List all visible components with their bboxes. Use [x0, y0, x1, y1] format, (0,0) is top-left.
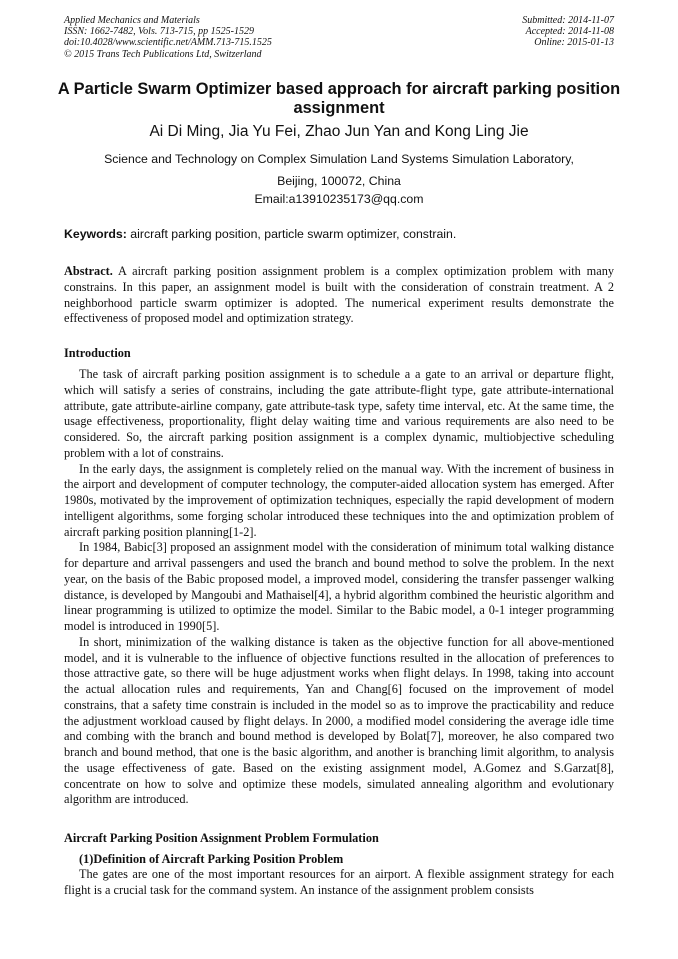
- introduction-body: [64, 367, 614, 808]
- accepted-date: Accepted: 2014-11-08: [525, 26, 614, 38]
- dates-info: [522, 15, 614, 49]
- abstract: [64, 264, 614, 327]
- definition-body: [64, 867, 614, 899]
- keywords-label: Keywords:: [64, 227, 127, 241]
- abstract-label: Abstract.: [64, 264, 113, 278]
- copyright-line: © 2015 Trans Tech Publications Ltd, Switzerland: [64, 48, 262, 60]
- affiliation: [40, 148, 638, 192]
- journal-name: Applied Mechanics and Materials: [64, 15, 200, 26]
- issn-line: ISSN: 1662-7482, Vols. 713-715, pp 1525-1529: [64, 26, 254, 38]
- intro-paragraph: In the early days, the assignment is completely relied on the manual way. With the increment of business in the airport and development of computer technology, the computer-aided allocation system has emerged. After 1980s, motivated by the improvement of optimization techniques, especially the rapid development of modern intelligent algorithms, some forging scholar introduced these techniques into the and optimization problem of aircraft parking position planning[1-2].: [64, 461, 614, 539]
- online-date: Online: 2015-01-13: [534, 37, 614, 49]
- affiliation-line-1: Science and Technology on Complex Simulation Land Systems Simulation Laboratory,: [104, 152, 574, 166]
- intro-paragraph: In short, minimization of the walking distance is taken as the objective function for all above-mentioned model, and it is vulnerable to the influence of objective functions resulted in the allocation of preferences to those attractive gate, so there will be huge adjustment works when flight delays. In 1998, taking into account the actual allocation rules and requirements, Yan and Chang[6] focused on the improvement of model constrains, that a safety time constrain is included in the model so as to improve the practicability and reduce the adjustment workload caused by flight delays. In 2000, a modified model considering the average idle time and combing with the branch and bound method is developed by Bolat[7], moreover, he also compared two branch and bound method, that one is the basic algorithm, and another is branching limit algorithm, to analysis the usage effectiveness of gate. Based on the existing assignment model, A.Gomez and S.Garzat[8], concentrate on how to solve and optimize these models, simulated annealing algorithm and evolutionary algorithm are introduced.: [64, 634, 614, 807]
- keywords-text: aircraft parking position, particle swarm optimizer, constrain.: [126, 227, 457, 241]
- doi-line: doi:10.4028/www.scientific.net/AMM.713-715.1525: [64, 37, 272, 49]
- email-address: Email:a13910235173@qq.com: [254, 192, 424, 206]
- author-list: Ai Di Ming, Jia Yu Fei, Zhao Jun Yan and Kong Ling Jie: [149, 123, 529, 140]
- section-heading-introduction: Introduction: [64, 346, 131, 360]
- section-heading-formulation: Aircraft Parking Position Assignment Problem Formulation: [64, 831, 379, 845]
- subsection-heading-definition: (1)Definition of Aircraft Parking Position Problem: [79, 852, 344, 866]
- paper-title: A Particle Swarm Optimizer based approach for aircraft parking position assignment: [57, 80, 621, 117]
- intro-paragraph: The task of aircraft parking position assignment is to schedule a a gate to an arrival or departure flight, which will satisfy a series of constrains, including the gate attribute-flight type, gate attribute-international attribute, gate attribute-airline company, gate attribute-task type, safety time interval, etc. At the same time, the usage effectiveness, proportionality, flight delay waiting time and various requirements are also need to be considered. So, the aircraft parking position assignment is a complex dynamic, multiobjective scheduling problem with a lot of constrains.: [64, 367, 614, 460]
- intro-paragraph: In 1984, Babic[3] proposed an assignment model with the consideration of minimum total walking distance for departure and arrival passengers and used the branch and bound method to solve the problem. In the next year, on the basis of the Babic proposed model, a improved model, considering the transfer passenger walking distance, is developed by Mangoubi and Mathaisel[4], a hybrid algorithm combined the heuristic algorithm and linear programming is utilized to optimize the model. Similar to the Babic model, a 0-1 integer programming model is introduced in 1990[5].: [64, 540, 614, 633]
- journal-info: [64, 15, 272, 60]
- definition-paragraph: The gates are one of the most important resources for an airport. A flexible assignment strategy for each flight is a crucial task for the command system. An instance of the assignment problem consists: [64, 867, 614, 897]
- abstract-text: A aircraft parking position assignment problem is a complex optimization problem with many constrains. In this paper, an assignment model is built with the consideration of constrain treatment. A 2 neighborhood particle swarm optimizer is adopted. The numerical experiment results demonstrate the effectiveness of proposed model and optimization strategy.: [64, 264, 614, 326]
- keywords: [64, 226, 614, 242]
- affiliation-line-2: Beijing, 100072, China: [277, 174, 401, 188]
- submitted-date: Submitted: 2014-11-07: [522, 15, 614, 26]
